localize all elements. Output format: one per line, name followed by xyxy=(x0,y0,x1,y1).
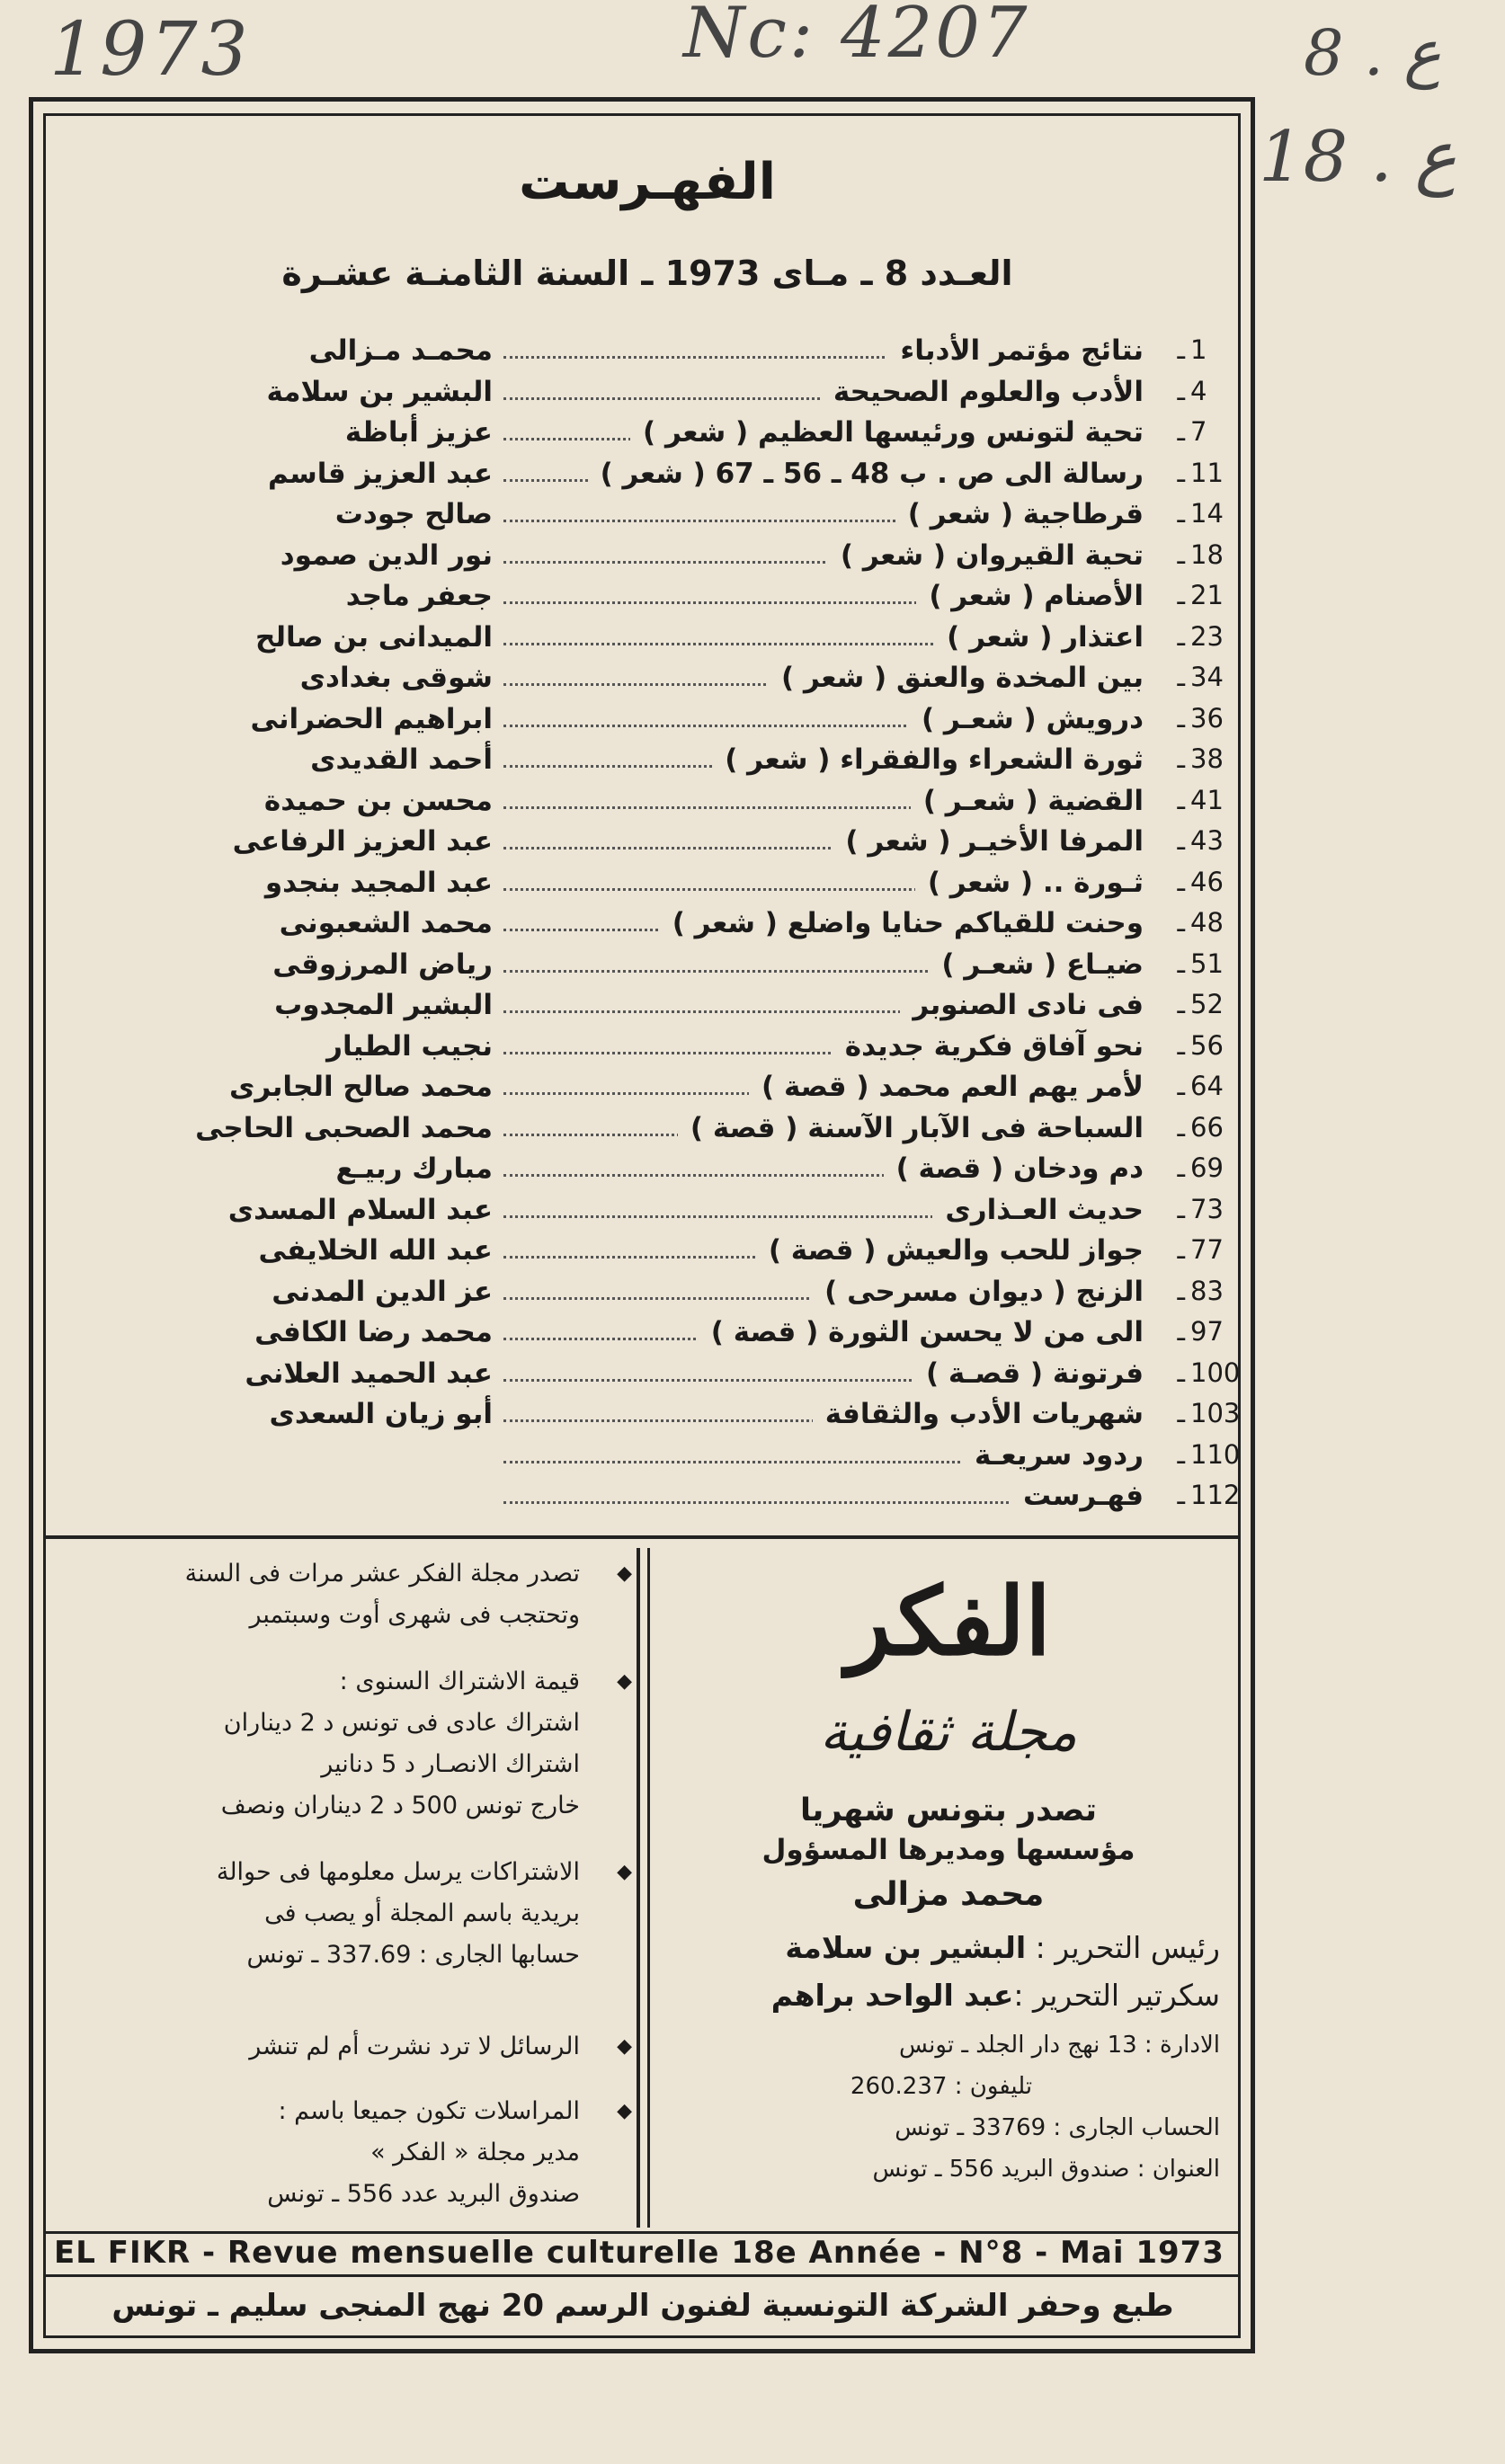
toc-entry-author: محمـد مـزالى xyxy=(308,334,493,367)
toc-entry-title: الى من لا يحسن الثورة ( قصة ) xyxy=(699,1316,1144,1348)
toc-row xyxy=(54,1030,1241,1072)
info-line: الرسائل لا ترد نشرت أم لم تنشر xyxy=(249,2033,580,2060)
toc-dash: ـ xyxy=(1177,907,1185,938)
toc-entry-author: محسن بن حميدة xyxy=(263,784,493,817)
masthead-founder: محمد مزالى xyxy=(852,1876,1045,1913)
toc-dash: ـ xyxy=(1177,1234,1185,1265)
toc-dash: ـ xyxy=(1177,334,1185,365)
toc-entry-author: محمد الشعبونى xyxy=(279,907,493,939)
toc-dash: ـ xyxy=(1177,620,1185,652)
toc-page-number: 38 xyxy=(1190,743,1224,774)
toc-dash: ـ xyxy=(1177,1111,1185,1143)
toc-entry-title: نحو آفاق فكرية جديدة xyxy=(833,1030,1144,1063)
toc-row xyxy=(54,334,1241,376)
toc-dash: ـ xyxy=(1177,416,1185,447)
toc-entry-author: عبد السلام المسدى xyxy=(227,1193,493,1226)
toc-entry-title: السباحة فى الآبار الآسنة ( قصة ) xyxy=(678,1112,1144,1144)
toc-row xyxy=(54,703,1241,744)
toc-entry-author: عبد الله الخلايفى xyxy=(258,1234,493,1267)
toc-entry-author: محمد الصحبى الحاجى xyxy=(195,1111,493,1144)
toc-entry-title: شهريات الأدب والثقافة xyxy=(813,1398,1144,1430)
toc-page-number: 23 xyxy=(1190,620,1224,652)
toc-entry-title: حديث العـذارى xyxy=(932,1194,1144,1226)
toc-row xyxy=(54,1439,1241,1481)
toc-row xyxy=(54,1480,1241,1521)
masthead-editor xyxy=(663,1930,1220,1965)
toc-row xyxy=(54,1071,1241,1112)
toc-entry-author: محمد رضا الكافى xyxy=(254,1316,493,1348)
toc-row xyxy=(54,621,1241,663)
masthead-postal-address: العنوان : صندوق البريد 556 ـ تونس xyxy=(872,2156,1220,2183)
info-block xyxy=(49,2026,632,2068)
toc-entry-title: لأمر يهم العم محمد ( قصة ) xyxy=(749,1071,1144,1103)
info-line: خارج تونس 500 د 2 ديناران ونصف xyxy=(220,1792,580,1819)
toc-page-number: 46 xyxy=(1190,866,1224,897)
toc-row xyxy=(54,376,1241,417)
toc-row xyxy=(54,948,1241,990)
masthead-account: الحساب الجارى : 33769 ـ تونس xyxy=(895,2114,1220,2141)
bullet-icon: ◆ xyxy=(617,2100,632,2122)
subscription-info xyxy=(49,1548,632,2231)
toc-dash: ـ xyxy=(1177,580,1185,610)
handwritten-mark-top: 8 . ع xyxy=(1304,16,1442,90)
toc-page-number: 48 xyxy=(1190,907,1224,938)
editor-label: رئيس التحرير : xyxy=(1035,1930,1220,1965)
info-line: المراسلات تكون جميعا باسم : xyxy=(278,2097,580,2125)
toc-dash: ـ xyxy=(1177,743,1185,774)
info-line: اشتراك الانصـار د 5 دنانير xyxy=(321,1750,580,1778)
info-line: قيمة الاشتراك السنوى : xyxy=(339,1668,580,1695)
toc-entry-author: عبد العزيز الرفاعى xyxy=(232,825,493,858)
toc-entry-title: ضيـاع ( شعـر ) xyxy=(929,948,1144,981)
toc-page-number: 56 xyxy=(1190,1029,1224,1061)
masthead-logo: الفكر xyxy=(845,1566,1051,1677)
toc-entry-title: القضية ( شعـر ) xyxy=(911,785,1144,817)
toc-page-number: 21 xyxy=(1190,580,1224,610)
toc-entry-title: قرطاجية ( شعر ) xyxy=(895,498,1144,530)
masthead-tagline: مجلة ثقافية xyxy=(819,1701,1078,1764)
toc-row xyxy=(54,1357,1241,1399)
toc-entry-author: جعفر ماجد xyxy=(345,580,493,612)
toc-row xyxy=(54,1112,1241,1153)
toc-entry-title: جواز للحب والعيش ( قصة ) xyxy=(756,1234,1144,1267)
toc-dash: ـ xyxy=(1177,498,1185,529)
divider-horizontal xyxy=(45,2274,1241,2277)
toc-entry-title: فى نادى الصنوبر xyxy=(900,989,1144,1021)
toc-page-number: 112 xyxy=(1190,1480,1241,1510)
info-block xyxy=(49,2091,632,2215)
toc-entry-title: فرتونة ( قصـة ) xyxy=(913,1357,1144,1390)
masthead-frequency: تصدر بتونس شهريا xyxy=(800,1792,1097,1828)
toc-dash: ـ xyxy=(1177,1480,1185,1510)
toc-dash: ـ xyxy=(1177,866,1185,897)
toc-entry-author: أبو زيان السعدى xyxy=(269,1398,493,1430)
toc-row xyxy=(54,1194,1241,1235)
secretary-label: سكرتير التحرير : xyxy=(1013,1978,1220,2013)
toc-row xyxy=(54,1316,1241,1357)
masthead-secretary xyxy=(663,1978,1220,2013)
toc-page-number: 73 xyxy=(1190,1193,1224,1224)
handwritten-catalog-number: Nc: 4207 xyxy=(683,0,1030,74)
divider-vertical xyxy=(637,1548,640,2228)
toc-entry-author: محمد صالح الجابرى xyxy=(229,1071,493,1103)
toc-page-number: 14 xyxy=(1190,498,1224,529)
info-line: مدير مجلة « الفكر » xyxy=(370,2139,580,2166)
toc-entry-author: صالح جودت xyxy=(334,498,493,530)
toc-entry-title: ردود سريعـة xyxy=(962,1439,1144,1472)
toc-entry-author: نجيب الطيار xyxy=(326,1029,493,1063)
toc-page-number: 7 xyxy=(1190,416,1207,447)
toc-entry-title: تحية لتونس ورئيسها العظيم ( شعر ) xyxy=(630,416,1144,449)
footer-french-title: EL FIKR - Revue mensuelle culturelle 18e Année - N°8 - Mai 1973 xyxy=(54,2235,1224,2271)
toc-entry-title: الأدب والعلوم الصحيحة xyxy=(821,376,1144,408)
toc-page-number: 83 xyxy=(1190,1275,1224,1306)
handwritten-mark-side: 18 . ع xyxy=(1259,117,1457,198)
masthead-admin-address: الادارة : 13 نهج دار الجلد ـ تونس xyxy=(899,2032,1220,2059)
toc-entry-author: عبد العزيز قاسم xyxy=(267,457,493,490)
toc-row xyxy=(54,580,1241,621)
toc-dash: ـ xyxy=(1177,702,1185,734)
info-line: صندوق البريد عدد 556 ـ تونس xyxy=(267,2180,580,2208)
toc-page-number: 103 xyxy=(1190,1398,1241,1428)
toc-dash: ـ xyxy=(1177,989,1185,1019)
masthead-phone: تليفون : 260.237 xyxy=(850,2073,1033,2100)
toc-row xyxy=(54,825,1241,867)
toc-row xyxy=(54,785,1241,826)
toc-row xyxy=(54,498,1241,539)
toc-entry-author: عبد الحميد العلانى xyxy=(245,1357,493,1390)
info-line: تصدر مجلة الفكر عشر مرات فى السنة xyxy=(184,1560,580,1588)
toc-page-number: 34 xyxy=(1190,662,1224,692)
toc-dash: ـ xyxy=(1177,1275,1185,1306)
footer-printer: طبع وحفر الشركة التونسية لفنون الرسم 20 نهج المنجى سليم ـ تونس xyxy=(111,2288,1174,2324)
toc-page-number: 52 xyxy=(1190,989,1224,1019)
info-line: الاشتراكات يرسل معلومها فى حوالة xyxy=(216,1858,580,1886)
toc-dash: ـ xyxy=(1177,375,1185,406)
toc-entry-author: نور الدين صمود xyxy=(280,538,493,572)
toc-entry-author: رياض المرزوقى xyxy=(272,947,493,981)
toc-title: الفهـرست xyxy=(519,153,776,211)
toc-page-number: 41 xyxy=(1190,784,1224,815)
toc-dash: ـ xyxy=(1177,538,1185,570)
issue-subtitle: العـدد 8 ـ مـاى 1973 ـ السنة الثامنـة عشـرة xyxy=(281,254,1013,293)
toc-entry-title: دم ودخان ( قصة ) xyxy=(884,1152,1144,1185)
toc-row xyxy=(54,539,1241,581)
toc-page-number: 64 xyxy=(1190,1071,1224,1101)
info-line: بريدية باسم المجلة أو يصب فى xyxy=(264,1899,580,1927)
toc-entry-author: عز الدين المدنى xyxy=(272,1275,493,1308)
toc-page-number: 18 xyxy=(1190,538,1224,570)
toc-dash: ـ xyxy=(1177,1193,1185,1224)
toc-row xyxy=(54,989,1241,1030)
toc-page-number: 66 xyxy=(1190,1111,1224,1143)
toc-row xyxy=(54,1234,1241,1276)
info-block xyxy=(49,1852,632,1976)
bullet-icon: ◆ xyxy=(617,1562,632,1585)
handwritten-year: 1973 xyxy=(49,7,252,93)
toc-entry-author: ابراهيم الحضرانى xyxy=(250,702,493,735)
toc-entry-author: عبد المجيد بنجدو xyxy=(264,866,493,899)
info-line: اشتراك عادى فى تونس د 2 ديناران xyxy=(223,1709,580,1737)
toc-row xyxy=(54,1152,1241,1194)
toc-entry-author: عزيز أباظة xyxy=(344,416,493,449)
bullet-icon: ◆ xyxy=(617,1670,632,1693)
toc-entry-title: ثورة الشعراء والفقراء ( شعر ) xyxy=(712,743,1144,776)
toc-entry-title: الأصنام ( شعر ) xyxy=(916,580,1144,612)
toc-dash: ـ xyxy=(1177,662,1185,692)
toc-row xyxy=(54,458,1241,499)
toc-page-number: 77 xyxy=(1190,1234,1224,1265)
toc-dash: ـ xyxy=(1177,1398,1185,1428)
toc-dash: ـ xyxy=(1177,1357,1185,1388)
info-block xyxy=(49,1553,632,1636)
toc-page-number: 100 xyxy=(1190,1357,1241,1388)
toc-entry-title: اعتذار ( شعر ) xyxy=(934,621,1144,654)
toc-row xyxy=(54,416,1241,458)
toc-dash: ـ xyxy=(1177,1316,1185,1347)
toc-entry-title: ثـورة .. ( شعر ) xyxy=(915,867,1144,899)
toc-dash: ـ xyxy=(1177,457,1185,488)
toc-row xyxy=(54,743,1241,785)
toc-row xyxy=(54,907,1241,948)
secretary-name: عبد الواحد براهم xyxy=(770,1978,1014,2013)
toc-page-number: 4 xyxy=(1190,375,1207,406)
masthead xyxy=(661,1548,1236,2231)
toc-list xyxy=(54,334,1241,1521)
info-block xyxy=(49,1661,632,1827)
bullet-icon: ◆ xyxy=(617,2035,632,2058)
toc-entry-title: المرفا الأخيـر ( شعر ) xyxy=(833,825,1144,858)
toc-entry-title: رسالة الى ص . ب 48 ـ 56 ـ 67 ( شعر ) xyxy=(588,458,1144,490)
toc-page-number: 36 xyxy=(1190,702,1224,734)
toc-dash: ـ xyxy=(1177,1029,1185,1061)
toc-page-number: 110 xyxy=(1190,1438,1241,1470)
divider-horizontal xyxy=(45,1535,1241,1539)
toc-row xyxy=(54,1398,1241,1439)
editor-name: البشير بن سلامة xyxy=(785,1930,1027,1965)
toc-entry-author: شوقى بغدادى xyxy=(299,662,493,694)
toc-entry-author: البشير بن سلامة xyxy=(266,375,493,408)
divider-horizontal xyxy=(45,2231,1241,2234)
info-line: حسابها الجارى : 337.69 ـ تونس xyxy=(246,1941,580,1969)
toc-page-number: 97 xyxy=(1190,1316,1224,1347)
toc-page-number: 11 xyxy=(1190,457,1224,488)
toc-dash: ـ xyxy=(1177,947,1185,979)
toc-page-number: 51 xyxy=(1190,947,1224,979)
toc-dash: ـ xyxy=(1177,1071,1185,1101)
toc-row xyxy=(54,867,1241,908)
toc-entry-title: بين المخدة والعنق ( شعر ) xyxy=(769,662,1144,694)
divider-vertical xyxy=(647,1548,650,2228)
toc-dash: ـ xyxy=(1177,1152,1185,1183)
toc-entry-author: أحمد القديدى xyxy=(310,743,493,776)
info-line: وتحتجب فى شهرى أوت وسبتمبر xyxy=(249,1601,580,1629)
toc-dash: ـ xyxy=(1177,784,1185,815)
toc-entry-title: وحنت للقياكم حنايا واضلع ( شعر ) xyxy=(660,907,1144,939)
toc-page-number: 1 xyxy=(1190,334,1207,365)
masthead-founder-label: مؤسسها ومديرها المسؤول xyxy=(761,1834,1135,1866)
toc-entry-author: البشير المجدوب xyxy=(274,989,493,1021)
toc-page-number: 69 xyxy=(1190,1152,1224,1183)
toc-entry-title: فهـرست xyxy=(1011,1480,1144,1512)
toc-entry-title: الزنج ( ديوان مسرحى ) xyxy=(812,1276,1144,1308)
toc-entry-title: درويش ( شعـر ) xyxy=(909,703,1144,735)
toc-entry-author: مبارك ربيـع xyxy=(335,1152,493,1185)
toc-row xyxy=(54,1276,1241,1317)
toc-entry-title: تحية القيروان ( شعر ) xyxy=(828,539,1144,572)
toc-row xyxy=(54,662,1241,703)
bullet-icon: ◆ xyxy=(617,1861,632,1883)
toc-entry-title: نتائج مؤتمر الأدباء xyxy=(887,334,1144,367)
toc-page-number: 43 xyxy=(1190,825,1224,856)
toc-entry-author: الميدانى بن صالح xyxy=(255,620,493,654)
toc-dash: ـ xyxy=(1177,825,1185,856)
toc-dash: ـ xyxy=(1177,1438,1185,1470)
